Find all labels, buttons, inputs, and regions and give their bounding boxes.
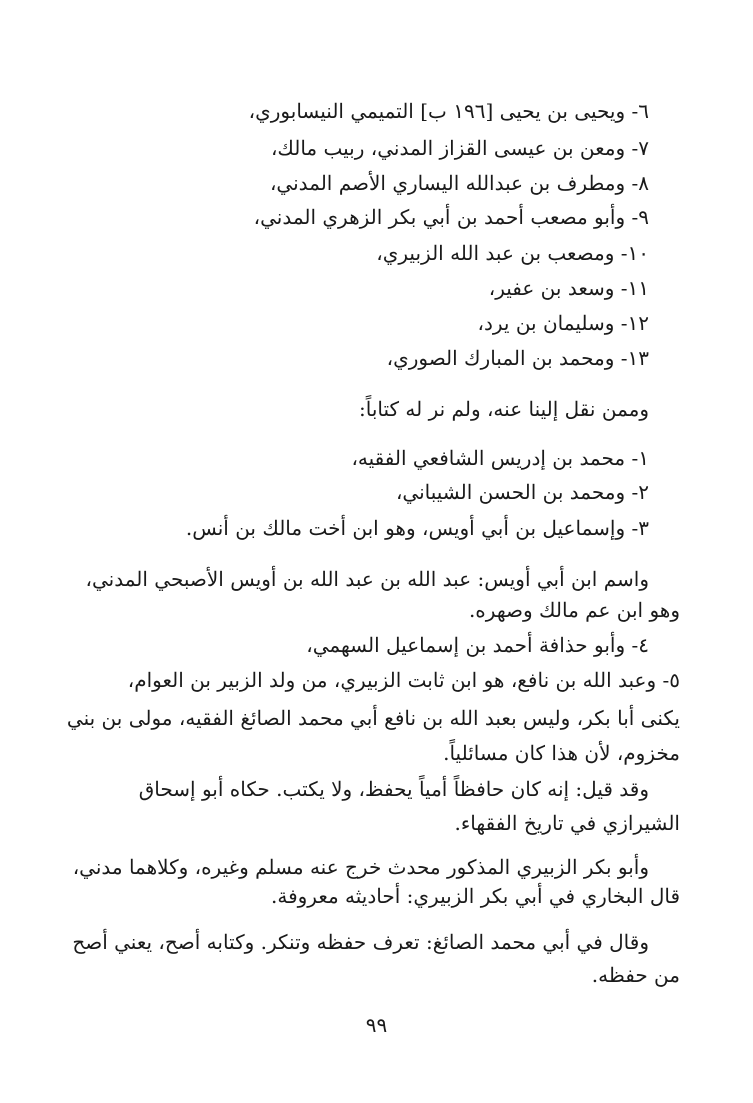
text-line: ١١- وسعد بن عفير، [488,276,649,300]
text-line: مخزوم، لأن هذا كان مسائلياً. [443,741,680,765]
text-line: ١٢- وسليمان بن يرد، [477,311,649,335]
text-line: وهو ابن عم مالك وصهره. [468,598,680,622]
text-line: ٥- وعبد الله بن نافع، هو ابن ثابت الزبيري، من ولد الزبير بن العوام، [127,668,680,692]
text-line: ٨- ومطرف بن عبدالله اليساري الأصم المدني، [269,171,649,195]
text-line: وأبو بكر الزبيري المذكور محدث خرج عنه مسلم وغيره، وكلاهما مدني، [72,855,649,879]
page-number: ٩٩ [365,1013,388,1037]
text-line: ١٣- ومحمد بن المبارك الصوري، [386,346,649,370]
text-line: ٧- ومعن بن عيسى القزاز المدني، ربيب مالك، [270,136,649,160]
text-line: ٩- وأبو مصعب أحمد بن أبي بكر الزهري المدني، [253,205,649,229]
section-intro: وممن نقل إلينا عنه، ولم نر له كتاباً: [359,397,649,421]
text-line: وقد قيل: إنه كان حافظاً أمياً يحفظ، ولا يكتب. حكاه أبو إسحاق [138,777,649,801]
text-line: يكنى أبا بكر، وليس بعبد الله بن نافع أبي محمد الصائغ الفقيه، مولى بن بني [66,706,680,730]
text-line: ٤- وأبو حذافة أحمد بن إسماعيل السهمي، [306,633,649,657]
text-line: وقال في أبي محمد الصائغ: تعرف حفظه وتنكر. وكتابه أصح، يعني أصح [72,930,649,954]
text-line: واسم ابن أبي أويس: عبد الله بن عبد الله بن أويس الأصبحي المدني، [85,567,649,591]
text-line: ١- محمد بن إدريس الشافعي الفقيه، [351,446,649,470]
text-line: ٢- ومحمد بن الحسن الشيباني، [395,480,649,504]
text-line: قال البخاري في أبي بكر الزبيري: أحاديثه معروفة. [270,884,680,908]
text-line: الشيرازي في تاريخ الفقهاء. [454,811,680,835]
text-line: من حفظه. [591,963,680,987]
text-line: ١٠- ومصعب بن عبد الله الزبيري، [376,241,649,265]
text-line: ٦- ويحيى بن يحيى [١٩٦ ب] التميمي النيسابوري، [248,99,649,123]
text-line: ٣- وإسماعيل بن أبي أويس، وهو ابن أخت مالك بن أنس. [185,516,649,540]
